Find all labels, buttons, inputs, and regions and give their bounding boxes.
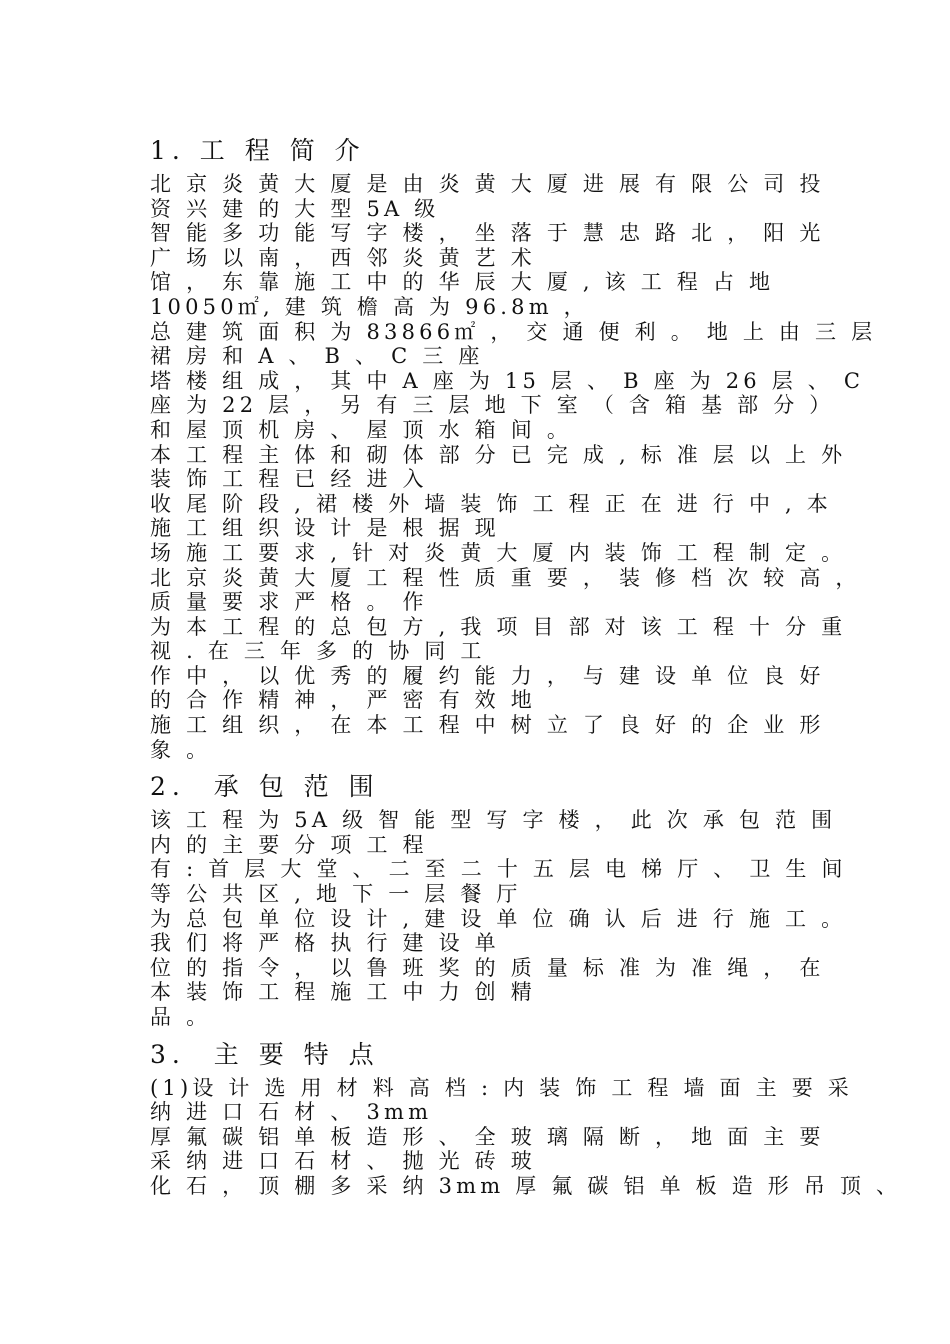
text-line: 象 。: [150, 737, 212, 762]
section-paragraph: [150, 1075, 902, 1199]
text-line: 化 石 ， 顶 棚 多 采 纳 3mm 厚 氟 碳 铝 单 板 造 形 吊 顶 、: [150, 1173, 902, 1198]
text-line: 位 的 指 令 ， 以 鲁 班 奖 的 质 量 标 准 为 准 绳 ， 在: [150, 955, 825, 980]
text-line: 厚 氟 碳 铝 单 板 造 形 、 全 玻 璃 隔 断 ， 地 面 主 要: [150, 1124, 825, 1149]
text-line: 塔 楼 组 成 ， 其 中 A 座 为 15 层 、 B 座 为 26 层 、 C: [150, 368, 865, 393]
section-paragraph: [150, 808, 850, 1029]
section-heading: 1. 工 程 简 介: [150, 136, 366, 165]
text-line: 总 建 筑 面 积 为 83866㎡ ， 交 通 便 利 。 地 上 由 三 层: [150, 319, 877, 344]
text-line: 的 合 作 精 神 ， 严 密 有 效 地: [150, 688, 536, 713]
section-paragraph: [150, 172, 877, 762]
text-line: 采 纳 进 口 石 材 、 抛 光 砖 玻: [150, 1149, 536, 1174]
section-heading: 2. 承 包 范 围: [150, 772, 380, 802]
text-line: 纳 进 口 石 材 、 3mm: [150, 1100, 433, 1125]
text-line: 该 工 程 为 5A 级 智 能 型 写 字 楼 ， 此 次 承 包 范 围: [150, 808, 837, 833]
text-line: 我 们 将 严 格 执 行 建 设 单: [150, 931, 500, 956]
text-line: 施 工 组 织 设 计 是 根 据 现: [150, 516, 500, 541]
text-line: 场 施 工 要 求 , 针 对 炎 黄 大 厦 内 装 饰 工 程 制 定 。: [150, 540, 847, 565]
text-line: 为 总 包 单 位 设 计 , 建 设 单 位 确 认 后 进 行 施 工 。: [150, 906, 847, 931]
text-line: 为 本 工 程 的 总 包 方 , 我 项 目 部 对 该 工 程 十 分 重: [150, 614, 847, 639]
text-line: 北 京 炎 黄 大 厦 工 程 性 质 重 要 ， 装 修 档 次 较 高 ，: [150, 565, 861, 590]
section-project-overview: [150, 136, 877, 762]
text-line: 10050㎡, 建 筑 檐 高 为 96.8m ，: [150, 294, 589, 319]
text-line: 裙 房 和 A 、 B 、 C 三 座: [150, 344, 484, 369]
text-line: 施 工 组 织 ， 在 本 工 程 中 树 立 了 良 好 的 企 业 形: [150, 713, 825, 738]
text-line: 收 尾 阶 段 , 裙 楼 外 墙 装 饰 工 程 正 在 进 行 中 , 本: [150, 491, 832, 516]
document-body: [150, 136, 902, 1209]
text-line: 座 为 22 层 ， 另 有 三 层 地 下 室 （ 含 箱 基 部 分 ）: [150, 393, 835, 418]
text-line: 品 。: [150, 1005, 212, 1029]
text-line: 内 的 主 要 分 项 工 程: [150, 832, 428, 857]
section-contract-scope: [150, 772, 850, 1029]
text-line: 和 屋 顶 机 房 、 屋 顶 水 箱 间 。: [150, 417, 573, 442]
text-line: 本 工 程 主 体 和 砌 体 部 分 已 完 成 , 标 准 层 以 上 外: [150, 442, 847, 467]
text-line: 视 . 在 三 年 多 的 协 同 工: [150, 639, 486, 664]
text-line: 作 中 ， 以 优 秀 的 履 约 能 力 ， 与 建 设 单 位 良 好: [150, 663, 825, 688]
text-line: (1)设 计 选 用 材 料 高 档 : 内 装 饰 工 程 墙 面 主 要 采: [150, 1075, 853, 1100]
text-line: 广 场 以 南 ， 西 邻 炎 黄 艺 术: [150, 245, 536, 270]
text-line: 质 量 要 求 严 格 。 作: [150, 590, 428, 615]
text-line: 等 公 共 区 , 地 下 一 层 餐 厅: [150, 882, 522, 907]
section-heading: 3. 主 要 特 点: [150, 1039, 380, 1069]
text-line: 装 饰 工 程 已 经 进 入: [150, 467, 428, 492]
section-main-features: [150, 1039, 902, 1199]
text-line: 资 兴 建 的 大 型 5A 级: [150, 196, 440, 221]
text-line: 北 京 炎 黄 大 厦 是 由 炎 黄 大 厦 进 展 有 限 公 司 投: [150, 172, 825, 196]
text-line: 馆 ， 东 靠 施 工 中 的 华 辰 大 厦 , 该 工 程 占 地: [150, 270, 775, 295]
text-line: 智 能 多 功 能 写 字 楼 ， 坐 落 于 慧 忠 路 北 ， 阳 光: [150, 221, 825, 246]
text-line: 有 : 首 层 大 堂 、 二 至 二 十 五 层 电 梯 厅 、 卫 生 间: [150, 857, 847, 882]
text-line: 本 装 饰 工 程 施 工 中 力 创 精: [150, 980, 536, 1005]
